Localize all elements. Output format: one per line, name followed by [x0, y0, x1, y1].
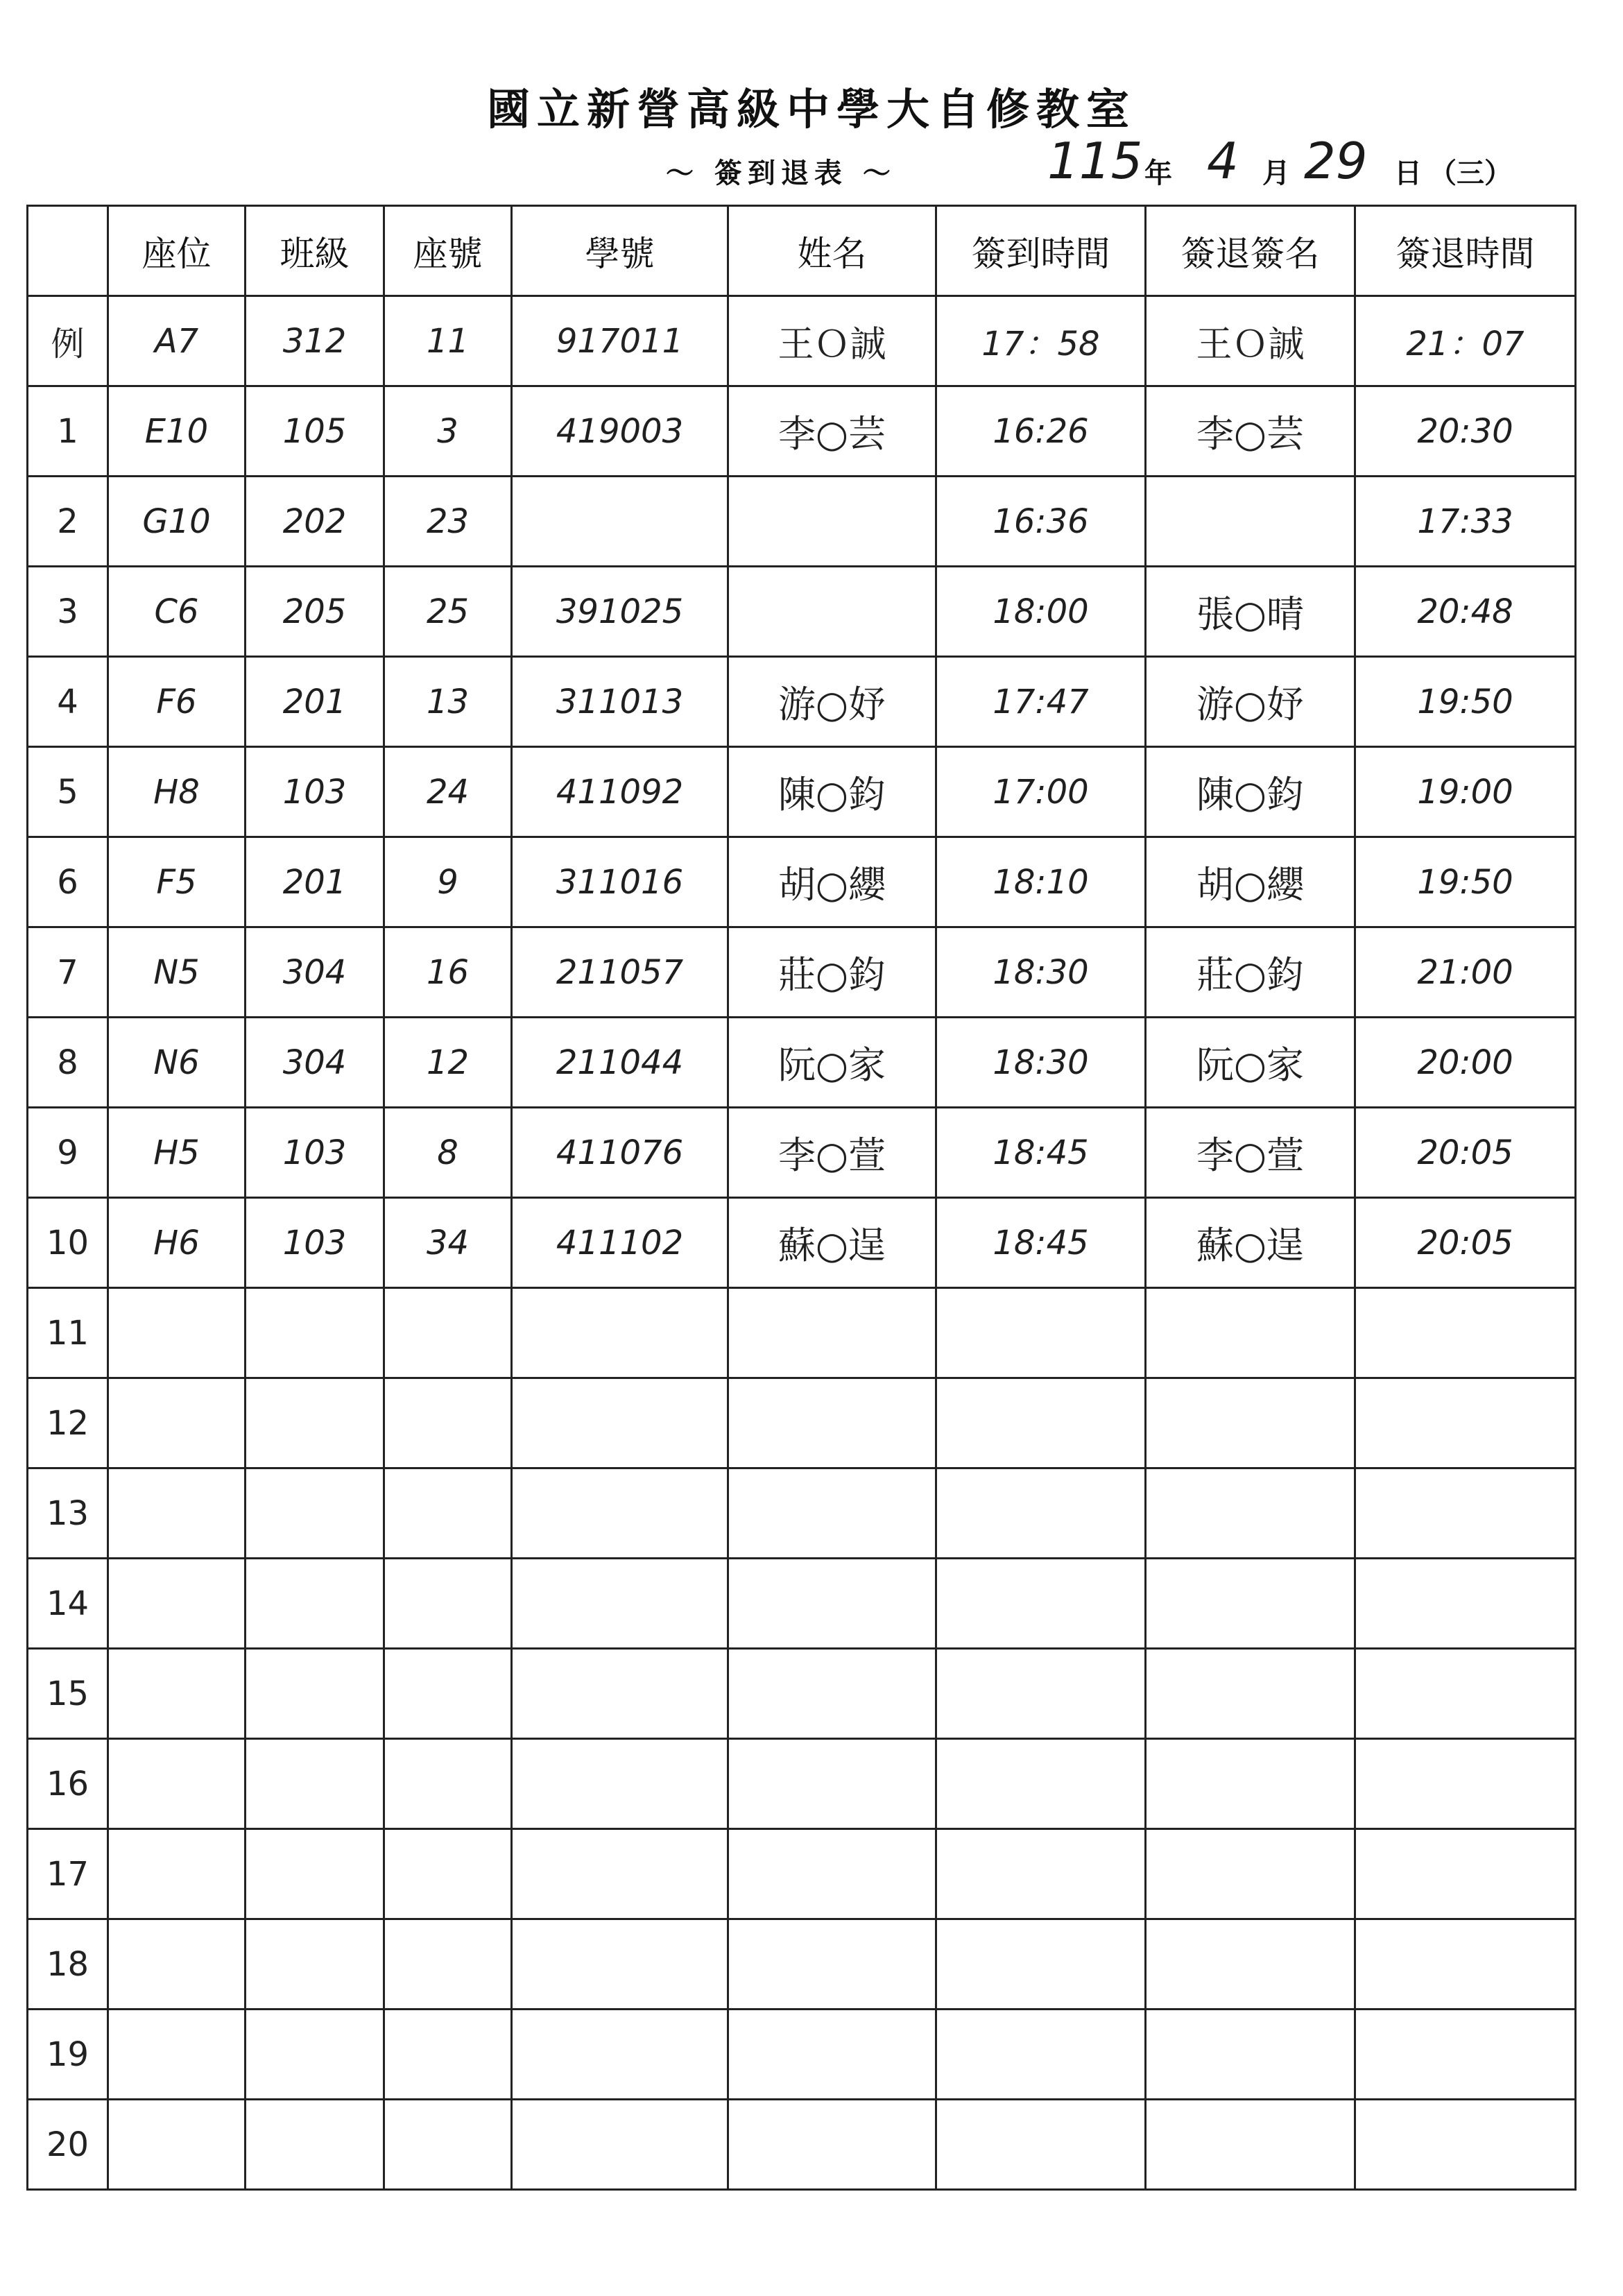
seat-cell[interactable] — [108, 2010, 246, 2100]
sign-out-name-cell[interactable] — [1146, 2100, 1355, 2190]
example-student-id: 917011 — [512, 296, 728, 386]
class-cell[interactable]: 105 — [246, 386, 384, 477]
seat-cell[interactable] — [108, 2100, 246, 2190]
sign-in-out-table — [26, 205, 1577, 2191]
example-row — [28, 296, 1576, 386]
name-cell[interactable] — [728, 2100, 936, 2190]
col-header-class: 班級 — [246, 206, 384, 296]
row-number: 4 — [28, 657, 108, 747]
table-row — [28, 1919, 1576, 2010]
example-number: 11 — [384, 296, 512, 386]
student-id-cell[interactable] — [512, 2100, 728, 2190]
student-id-cell[interactable] — [512, 1559, 728, 1649]
sign-out-name-cell[interactable] — [1146, 1468, 1355, 1559]
student-id-cell[interactable]: 411076 — [512, 1108, 728, 1198]
row-number: 3 — [28, 567, 108, 657]
sign-out-cell[interactable]: 21:00 — [1355, 927, 1576, 1018]
number-cell[interactable]: 34 — [384, 1198, 512, 1288]
example-label: 例 — [28, 296, 108, 386]
sign-out-cell[interactable]: 20:30 — [1355, 386, 1576, 477]
row-number: 8 — [28, 1018, 108, 1108]
date-year: 115 — [1047, 132, 1143, 190]
seat-cell[interactable] — [108, 1468, 246, 1559]
student-id-cell[interactable] — [512, 1288, 728, 1378]
sign-out-name-cell[interactable]: 蘇○逞 — [1146, 1198, 1355, 1288]
row-number: 7 — [28, 927, 108, 1018]
sign-out-cell[interactable] — [1355, 1288, 1576, 1378]
sign-in-cell[interactable] — [936, 2010, 1146, 2100]
class-cell[interactable] — [246, 1468, 384, 1559]
sign-out-name-cell[interactable] — [1146, 1739, 1355, 1829]
seat-cell[interactable] — [108, 1649, 246, 1739]
name-cell[interactable]: 蘇○逞 — [728, 1198, 936, 1288]
sign-in-cell[interactable] — [936, 1829, 1146, 1919]
class-cell[interactable] — [246, 1288, 384, 1378]
row-number: 18 — [28, 1919, 108, 2010]
date-month-unit: 月 — [1262, 157, 1290, 189]
table-row — [28, 1378, 1576, 1468]
table-row — [28, 1649, 1576, 1739]
name-cell[interactable]: 游○妤 — [728, 657, 936, 747]
col-header-sign-in-time: 簽到時間 — [936, 206, 1146, 296]
name-cell[interactable]: 李○萱 — [728, 1108, 936, 1198]
student-id-cell[interactable] — [512, 1378, 728, 1468]
sign-out-cell[interactable] — [1355, 2010, 1576, 2100]
number-cell[interactable] — [384, 1919, 512, 2010]
number-cell[interactable] — [384, 2010, 512, 2100]
row-number: 12 — [28, 1378, 108, 1468]
seat-cell[interactable]: E10 — [108, 386, 246, 477]
sign-out-name-cell[interactable]: 李○萱 — [1146, 1108, 1355, 1198]
sign-out-name-cell[interactable] — [1146, 1649, 1355, 1739]
student-id-cell[interactable]: 211044 — [512, 1018, 728, 1108]
row-number: 16 — [28, 1739, 108, 1829]
name-cell[interactable] — [728, 1288, 936, 1378]
sign-in-cell[interactable]: 18:30 — [936, 927, 1146, 1018]
class-cell[interactable]: 201 — [246, 657, 384, 747]
sign-in-cell[interactable] — [936, 1559, 1146, 1649]
date-month: 4 — [1207, 132, 1239, 190]
class-cell[interactable]: 304 — [246, 1018, 384, 1108]
example-name: 王Ｏ誠 — [728, 296, 936, 386]
sign-out-cell[interactable]: 20:05 — [1355, 1108, 1576, 1198]
number-cell[interactable]: 8 — [384, 1108, 512, 1198]
student-id-cell[interactable] — [512, 477, 728, 567]
sign-in-cell[interactable] — [936, 2100, 1146, 2190]
sign-out-name-cell[interactable]: 張○晴 — [1146, 567, 1355, 657]
date-weekday: （三） — [1429, 157, 1512, 189]
table-row — [28, 657, 1576, 747]
col-header-student-id: 學號 — [512, 206, 728, 296]
number-cell[interactable]: 24 — [384, 747, 512, 837]
row-number: 10 — [28, 1198, 108, 1288]
sign-out-cell[interactable] — [1355, 1829, 1576, 1919]
sign-out-name-cell[interactable] — [1146, 1378, 1355, 1468]
seat-cell[interactable]: H8 — [108, 747, 246, 837]
class-cell[interactable]: 103 — [246, 1198, 384, 1288]
class-cell[interactable] — [246, 1559, 384, 1649]
name-cell[interactable]: 莊○鈞 — [728, 927, 936, 1018]
seat-cell[interactable] — [108, 1829, 246, 1919]
row-number: 19 — [28, 2010, 108, 2100]
page-subtitle: ～ 簽到退表 ～ — [666, 157, 896, 189]
date-year-unit: 年 — [1144, 157, 1172, 189]
sign-out-name-cell[interactable] — [1146, 2010, 1355, 2100]
student-id-cell[interactable]: 411102 — [512, 1198, 728, 1288]
row-number: 5 — [28, 747, 108, 837]
seat-cell[interactable]: F6 — [108, 657, 246, 747]
number-cell[interactable]: 13 — [384, 657, 512, 747]
sign-out-cell[interactable]: 19:50 — [1355, 657, 1576, 747]
table-row — [28, 477, 1576, 567]
sign-in-cell[interactable] — [936, 1649, 1146, 1739]
col-header-name: 姓名 — [728, 206, 936, 296]
class-cell[interactable] — [246, 1649, 384, 1739]
sign-out-cell[interactable]: 20:00 — [1355, 1018, 1576, 1108]
student-id-cell[interactable] — [512, 2010, 728, 2100]
number-cell[interactable]: 25 — [384, 567, 512, 657]
sign-out-cell[interactable] — [1355, 2100, 1576, 2190]
row-number: 17 — [28, 1829, 108, 1919]
number-cell[interactable] — [384, 1288, 512, 1378]
student-id-cell[interactable]: 419003 — [512, 386, 728, 477]
col-header-sign-out-name: 簽退簽名 — [1146, 206, 1355, 296]
class-cell[interactable]: 205 — [246, 567, 384, 657]
table-row — [28, 1739, 1576, 1829]
name-cell[interactable]: 陳○鈞 — [728, 747, 936, 837]
table-row — [28, 386, 1576, 477]
row-number: 14 — [28, 1559, 108, 1649]
sign-out-name-cell[interactable] — [1146, 1559, 1355, 1649]
seat-cell[interactable] — [108, 1288, 246, 1378]
table-row — [28, 837, 1576, 927]
class-cell[interactable]: 103 — [246, 747, 384, 837]
sign-out-cell[interactable] — [1355, 1468, 1576, 1559]
sign-out-name-cell[interactable] — [1146, 1829, 1355, 1919]
sign-in-cell[interactable]: 16:36 — [936, 477, 1146, 567]
sign-out-cell[interactable] — [1355, 1919, 1576, 2010]
sign-in-cell[interactable] — [936, 1378, 1146, 1468]
name-cell[interactable] — [728, 1378, 936, 1468]
name-cell[interactable]: 阮○家 — [728, 1018, 936, 1108]
sign-in-cell[interactable] — [936, 1739, 1146, 1829]
number-cell[interactable] — [384, 1468, 512, 1559]
sign-out-cell[interactable] — [1355, 1739, 1576, 1829]
sign-out-cell[interactable]: 20:05 — [1355, 1198, 1576, 1288]
class-cell[interactable] — [246, 1378, 384, 1468]
sign-out-cell[interactable]: 20:48 — [1355, 567, 1576, 657]
sign-out-name-cell[interactable]: 陳○鈞 — [1146, 747, 1355, 837]
name-cell[interactable] — [728, 1468, 936, 1559]
row-number: 9 — [28, 1108, 108, 1198]
class-cell[interactable]: 103 — [246, 1108, 384, 1198]
name-cell[interactable] — [728, 1559, 936, 1649]
header-row — [28, 206, 1576, 296]
sign-out-name-cell[interactable] — [1146, 477, 1355, 567]
student-id-cell[interactable]: 311016 — [512, 837, 728, 927]
number-cell[interactable] — [384, 1559, 512, 1649]
row-number: 15 — [28, 1649, 108, 1739]
class-cell[interactable]: 202 — [246, 477, 384, 567]
seat-cell[interactable] — [108, 1739, 246, 1829]
seat-cell[interactable]: N5 — [108, 927, 246, 1018]
sign-out-name-cell[interactable]: 胡○纓 — [1146, 837, 1355, 927]
col-header-index — [28, 206, 108, 296]
student-id-cell[interactable] — [512, 1919, 728, 2010]
row-number: 2 — [28, 477, 108, 567]
col-header-seat: 座位 — [108, 206, 246, 296]
sign-out-cell[interactable] — [1355, 1649, 1576, 1739]
sign-out-name-cell[interactable]: 莊○鈞 — [1146, 927, 1355, 1018]
sign-in-cell[interactable]: 18:00 — [936, 567, 1146, 657]
number-cell[interactable] — [384, 1378, 512, 1468]
number-cell[interactable] — [384, 2100, 512, 2190]
date-day: 29 — [1304, 132, 1368, 190]
sign-out-name-cell[interactable]: 阮○家 — [1146, 1018, 1355, 1108]
name-cell[interactable] — [728, 1829, 936, 1919]
number-cell[interactable] — [384, 1829, 512, 1919]
table-row — [28, 1198, 1576, 1288]
seat-cell[interactable]: H5 — [108, 1108, 246, 1198]
table-row — [28, 567, 1576, 657]
name-cell[interactable]: 李○芸 — [728, 386, 936, 477]
student-id-cell[interactable] — [512, 1649, 728, 1739]
class-cell[interactable]: 201 — [246, 837, 384, 927]
sign-out-cell[interactable] — [1355, 1378, 1576, 1468]
student-id-cell[interactable]: 411092 — [512, 747, 728, 837]
seat-cell[interactable]: H6 — [108, 1198, 246, 1288]
table-row — [28, 747, 1576, 837]
number-cell[interactable]: 12 — [384, 1018, 512, 1108]
sign-in-cell[interactable] — [936, 1468, 1146, 1559]
row-number: 11 — [28, 1288, 108, 1378]
number-cell[interactable] — [384, 1739, 512, 1829]
sign-out-name-cell[interactable]: 游○妤 — [1146, 657, 1355, 747]
student-id-cell[interactable]: 211057 — [512, 927, 728, 1018]
example-seat: A7 — [108, 296, 246, 386]
sign-out-name-cell[interactable] — [1146, 1919, 1355, 2010]
name-cell[interactable] — [728, 1739, 936, 1829]
class-cell[interactable] — [246, 1829, 384, 1919]
example-sign-out-name: 王Ｏ誠 — [1146, 296, 1355, 386]
name-cell[interactable] — [728, 2010, 936, 2100]
number-cell[interactable] — [384, 1649, 512, 1739]
student-id-cell[interactable]: 391025 — [512, 567, 728, 657]
seat-cell[interactable]: F5 — [108, 837, 246, 927]
sign-out-cell[interactable]: 19:00 — [1355, 747, 1576, 837]
sign-in-cell[interactable]: 18:30 — [936, 1018, 1146, 1108]
class-cell[interactable] — [246, 1739, 384, 1829]
class-cell[interactable]: 304 — [246, 927, 384, 1018]
seat-cell[interactable] — [108, 1559, 246, 1649]
row-number: 6 — [28, 837, 108, 927]
col-header-number: 座號 — [384, 206, 512, 296]
table-row — [28, 2010, 1576, 2100]
date-line — [1040, 132, 1568, 194]
seat-cell[interactable]: N6 — [108, 1018, 246, 1108]
name-cell[interactable]: 胡○纓 — [728, 837, 936, 927]
number-cell[interactable]: 9 — [384, 837, 512, 927]
sign-out-cell[interactable] — [1355, 1559, 1576, 1649]
row-number: 20 — [28, 2100, 108, 2190]
sign-in-cell[interactable]: 18:45 — [936, 1108, 1146, 1198]
seat-cell[interactable]: C6 — [108, 567, 246, 657]
example-class: 312 — [246, 296, 384, 386]
table-row — [28, 1288, 1576, 1378]
student-id-cell[interactable] — [512, 1829, 728, 1919]
sign-in-cell[interactable]: 17:00 — [936, 747, 1146, 837]
table-row — [28, 927, 1576, 1018]
name-cell[interactable] — [728, 1919, 936, 2010]
number-cell[interactable]: 3 — [384, 386, 512, 477]
table-row — [28, 1018, 1576, 1108]
table-row — [28, 1468, 1576, 1559]
table-row — [28, 1108, 1576, 1198]
example-sign-in: 17：58 — [936, 296, 1146, 386]
table-row — [28, 1829, 1576, 1919]
number-cell[interactable]: 16 — [384, 927, 512, 1018]
seat-cell[interactable]: G10 — [108, 477, 246, 567]
sign-in-cell[interactable]: 16:26 — [936, 386, 1146, 477]
number-cell[interactable]: 23 — [384, 477, 512, 567]
page-title: 國立新營高級中學大自修教室 — [486, 84, 1136, 135]
date-day-unit: 日 — [1394, 157, 1422, 189]
sign-in-cell[interactable] — [936, 1919, 1146, 2010]
sign-in-cell[interactable]: 18:45 — [936, 1198, 1146, 1288]
sign-in-cell[interactable] — [936, 1288, 1146, 1378]
name-cell[interactable] — [728, 1649, 936, 1739]
sign-out-name-cell[interactable]: 李○芸 — [1146, 386, 1355, 477]
sign-out-name-cell[interactable] — [1146, 1288, 1355, 1378]
sign-in-cell[interactable]: 18:10 — [936, 837, 1146, 927]
row-number: 13 — [28, 1468, 108, 1559]
student-id-cell[interactable] — [512, 1468, 728, 1559]
example-sign-out: 21：07 — [1355, 296, 1576, 386]
sign-in-cell[interactable]: 17:47 — [936, 657, 1146, 747]
table-row — [28, 1559, 1576, 1649]
seat-cell[interactable] — [108, 1919, 246, 2010]
class-cell[interactable] — [246, 2100, 384, 2190]
student-id-cell[interactable] — [512, 1739, 728, 1829]
row-number: 1 — [28, 386, 108, 477]
seat-cell[interactable] — [108, 1378, 246, 1468]
class-cell[interactable] — [246, 1919, 384, 2010]
class-cell[interactable] — [246, 2010, 384, 2100]
sign-out-cell[interactable]: 17:33 — [1355, 477, 1576, 567]
table-row — [28, 2100, 1576, 2190]
sign-out-cell[interactable]: 19:50 — [1355, 837, 1576, 927]
name-cell[interactable] — [728, 567, 936, 657]
name-cell[interactable] — [728, 477, 936, 567]
col-header-sign-out-time: 簽退時間 — [1355, 206, 1576, 296]
student-id-cell[interactable]: 311013 — [512, 657, 728, 747]
